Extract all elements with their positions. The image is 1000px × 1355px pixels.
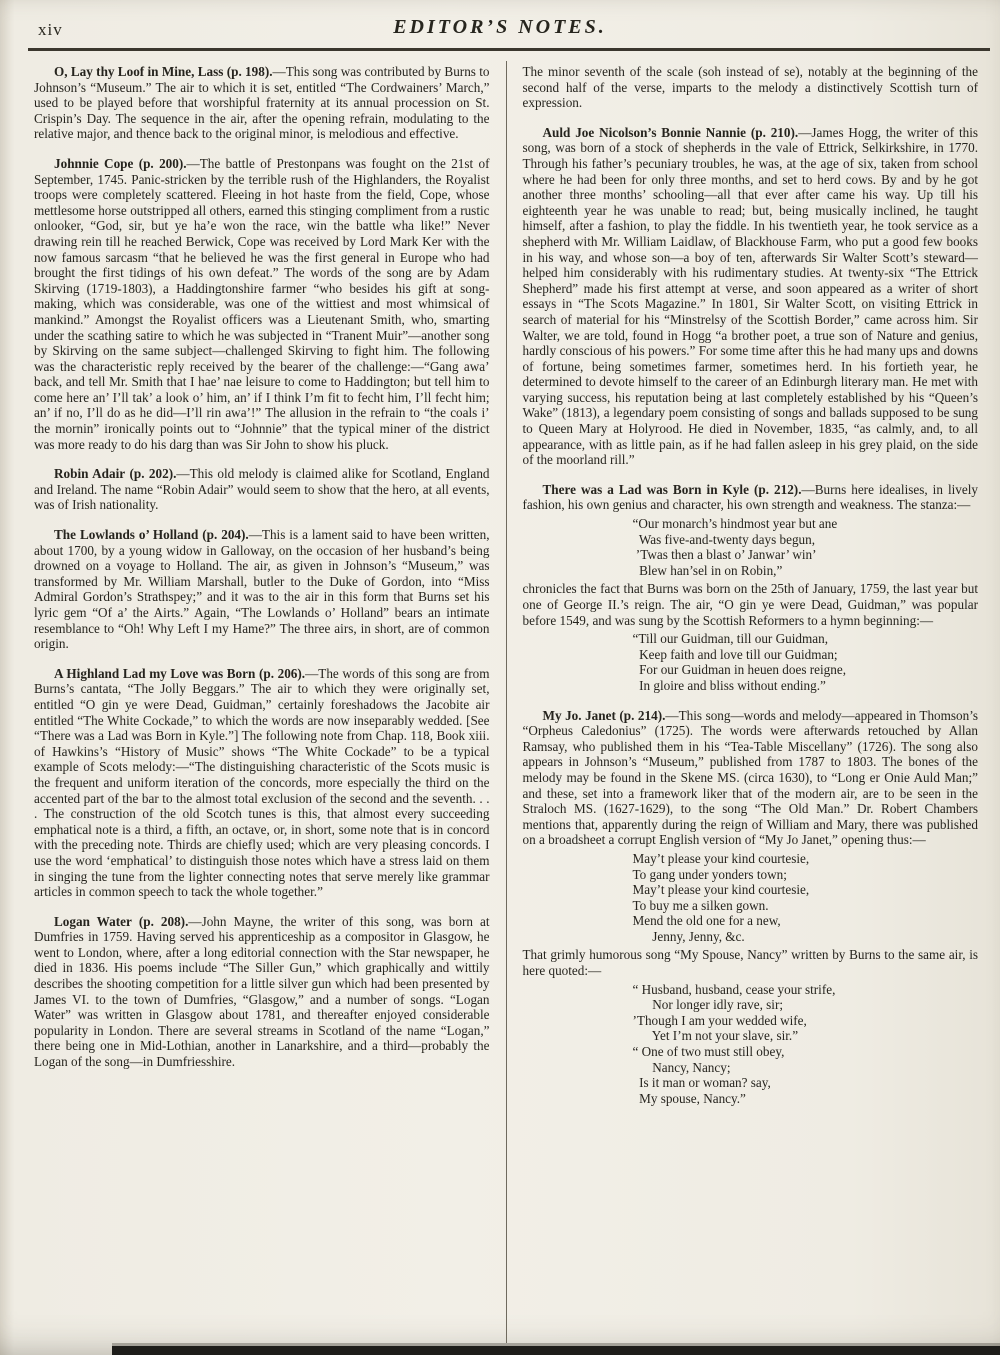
note-entry (523, 482, 979, 694)
entry-heading: The Lowlands o’ Holland (54, 527, 199, 543)
verse-line: Blew han’sel in on Robin,” (632, 562, 783, 578)
page-title: EDITOR’S NOTES. (393, 16, 607, 38)
entry-heading: There was a Lad was Born in Kyle (542, 481, 749, 497)
entry-body-text: —This song—words and melody—appeared in Thomson’s “Orpheus Caledonius” (1725). The words were afterwards retouched by Allan Ramsay, who published them in his “Tea-Table Miscellany” (1726). The song also appears in Johnson’s “Museum,” published from 1787 to 1803. The bones of the melody may be found in the Skene MS. (circa 1630), to “Long er Onie Auld Man;” and these, set into a framework liker that of the modern air, are to be seen in the Straloch MS. (1627-1629), to the song “The Old Man.” Dr. Robert Chambers mentions that, apparently during the reign of William and Mary, there was published on a broadsheet a corrupt English version of “My Jo Janet,” opening thus:— (522, 707, 978, 848)
verse-line: Mend the old one for a new, (632, 913, 781, 929)
note-entry (523, 125, 979, 468)
page-header (0, 0, 1000, 48)
note-entry (34, 156, 490, 452)
entry-heading: A Highland Lad my Love was Born (54, 665, 256, 681)
verse-line: Keep faith and love till our Guidman; (632, 646, 838, 662)
entry-heading: Logan Water (54, 913, 132, 929)
note-entry (34, 914, 490, 1070)
entry-body-text: —This song was contributed by Burns to Johnson’s “Museum.” The air to which it is set, entitled “The Cordwainers’ March,” used to be played before that worshipful fraternity at its annual procession on St. Crispin’s Day. The sequence in the air, after the opening refrain, modulating to the relative major, and thence back to the original minor, is melodious and effective. (34, 64, 490, 142)
entry-body-text: —John Mayne, the writer of this song, was born at Dumfries in 1759. Having served his apprenticeship as a compositor in Glasgow, he went to London, where, after a long editorial connection with the Star newspaper, he died in 1836. His poems include “The Siller Gun,” which graphically and wittily describes the shooting competition for a little silver gun which had been presented by James VI. to the town of Dumfries, “Glasgow,” and a number of songs. “Logan Water” was written in Glasgow about 1781, and thereafter enjoyed considerable popularity in London. There are several streams in Scotland of the name “Logan,” there being one in Mid-Lothian, another in Lanarkshire, and a third—probably the Logan of the song—in Dumfriesshire. (34, 913, 490, 1070)
verse-line: Is it man or woman? say, (632, 1075, 771, 1091)
entry-body-text: chronicles the fact that Burns was born on the 25th of January, 1759, the last year but one of George II.’s reign. The air, “O gin ye were Dead, Guidman,” was popular before 1549, and was sung by the Scottish Reformers to a hymn beginning:— (522, 581, 978, 628)
verse-line: My spouse, Nancy.” (632, 1090, 746, 1106)
entry-page-ref: (p. 212). (753, 481, 802, 497)
entry-body-text: —This old melody is claimed alike for Scotland, England and Ireland. The name “Robin Adair” would seem to show that the hero, at all events, was of Irish nationality. (34, 466, 490, 513)
verse-line: To buy me a silken gown. (632, 897, 769, 913)
continued-paragraph (523, 64, 979, 111)
note-entry (34, 64, 490, 142)
verse-line: “Our monarch’s hindmost year but ane (632, 516, 838, 532)
entry-paragraph (34, 666, 490, 900)
entry-page-ref: (p. 200). (138, 155, 187, 171)
entry-body-text: That grimly humorous song “My Spouse, Nancy” written by Burns to the same air, is here quoted:— (522, 947, 978, 979)
entry-body-text: —The words of this song are from Burns’s cantata, “The Jolly Beggars.” The air to which they were originally set, entitled “O gin ye were Dead, Guidman,” certainly foreshadows the Jacobite air entitled “The White Cockade,” to which the words are now inseparably wedded. [See “There was a Lad was Born in Kyle.”] The following note from Chap. 118, Book xiii. of Hawkins’s “History of Music” shows “The White Cockade” to be a typical example of Scots melody:—“The distinguishing characteristic of the Scots music is the frequent and uniform iteration of the concords, more especially the third on the accented part of the bar to the almost total exclusion of the second and the seventh. . . . The construction of the old Scotch tunes is this, that almost every succeeding emphatical note is a third, a fifth, an octave, or, in short, some note that is in concord with the preceding note. Thirds are chiefly used; which are very pleasing concords. I use the word ‘emphatical’ to distinguish those notes which have a stress laid on them in singing the tune from the lighter connecting notes that serve merely like grammar articles in common speech to tack the whole together.” (34, 665, 490, 900)
note-entry (34, 527, 490, 652)
verse-block (633, 982, 979, 1107)
entry-heading: Johnnie Cope (54, 155, 134, 171)
entry-paragraph (523, 708, 979, 848)
entry-page-ref: (p. 198). (226, 64, 273, 79)
verse-line: “ Husband, husband, cease your strife, (632, 981, 836, 997)
verse-line: To gang under yonders town; (632, 866, 787, 882)
verse-line: For our Guidman in heuen does reigne, (632, 662, 847, 678)
left-column (34, 61, 506, 1343)
note-entry (34, 666, 490, 900)
entry-page-ref: (p. 204). (202, 527, 249, 543)
right-column (507, 61, 979, 1343)
verse-block (633, 851, 979, 945)
text-columns (0, 51, 1000, 1343)
verse-line: Jenny, Jenny, &c. (632, 928, 745, 944)
verse-line: May’t please your kind courtesie, (632, 882, 810, 898)
entry-heading: O, Lay thy Loof in Mine, Lass (54, 64, 224, 79)
entry-paragraph (34, 64, 490, 142)
verse-block (633, 631, 979, 693)
verse-line: “Till our Guidman, till our Guidman, (632, 631, 828, 647)
entry-page-ref: (p. 214). (619, 707, 666, 723)
folio-number: xiv (38, 20, 63, 39)
entry-paragraph (34, 466, 490, 513)
entry-paragraph (34, 527, 490, 652)
entry-paragraph (34, 156, 490, 452)
entry-paragraph (523, 482, 979, 513)
entry-paragraph (523, 581, 979, 628)
verse-line: May’t please your kind courtesie, (632, 850, 810, 866)
note-entry (34, 466, 490, 513)
entry-page-ref: (p. 208). (138, 913, 189, 929)
entry-heading: Robin Adair (54, 466, 126, 482)
verse-line: Nor longer idly rave, sir; (632, 997, 784, 1013)
entry-body-text: —Burns here idealises, in lively fashion, his own genius and character, his own strength and weakness. The stanza:— (522, 481, 978, 513)
verse-line: “ One of two must still obey, (632, 1044, 785, 1060)
verse-line: ’Though I am your wedded wife, (632, 1012, 807, 1028)
entry-paragraph (34, 914, 490, 1070)
scan-edge-bottom (112, 1346, 1000, 1355)
entry-page-ref: (p. 210). (750, 124, 799, 140)
verse-line: In gloire and bliss without ending.” (632, 677, 826, 693)
verse-block (633, 516, 979, 578)
entry-body-text: —James Hogg, the writer of this song, was born of a stock of shepherds in the vale of Ettrick, Selkirkshire, in 1770. Through his father’s pecuniary troubles, he was, at the age of six, taken from school where he had been for only three months, and set to herd cows. By and by he got another three months’ schooling—all that ever after came his way. Up till his eighteenth year he was unable to read; but, being musically inclined, he taught himself, after a fashion, to play the fiddle. In his twentieth year, he took service as a shepherd with Mr. William Laidlaw, of Blackhouse Farm, who put a good few books in his way, and whose son—a boy of ten, afterwards Sir Walter Scott’s steward—helped him considerably with his rudimentary studies. At twenty-six “The Ettrick Shepherd” made his first attempt at verse, and soon appeared as a writer of short essays in “The Scots Magazine.” In 1801, Sir Walter Scott, on visiting Ettrick in search of material for his “Minstrelsy of the Scottish Border,” came across him. Sir Walter, we are told, found in Hogg “a brother poet, a true son of Nature and genius, hardly conscious of his powers.” For some time after this he had many ups and downs of fortune, being sometimes farmer, sometimes herd. In his fortieth year, he determined to devote himself to the career of an Edinburgh literary man. He met with varying success, his reputation being at last completely established by his “Queen’s Wake” (1813), a legendary poem consisting of songs and ballads supposed to be sung to Queen Mary at Holyrood. He died in November, 1835, “as calmly, and, to all appearance, with as little pain, as if he had fallen asleep in his grey plaid, on the side of the moorland rill.” (522, 124, 978, 468)
entry-heading: My Jo. Janet (542, 707, 616, 723)
entry-heading: Auld Joe Nicolson’s Bonnie Nannie (542, 124, 747, 140)
verse-line: Yet I’m not your slave, sir.” (632, 1028, 799, 1044)
entry-body-text: —The battle of Prestonpans was fought on the 21st of September, 1745. Panic-stricken by the terrible rush of the Highlanders, the Royalist troops were completely scattered. Fleeing in hot haste from the field, Cope, whose mettlesome horse outstripped all others, earned this stinging compliment from a rustic onlooker, “God, sir, but ye ha’e won the race, win the battle wha like!” Never drawing rein till he reached Berwick, Cope was received by Lord Mark Ker with the now famous sarcasm “that he believed he was the first general in Europe who had brought the first tidings of his own defeat.” The words of the song are by Adam Skirving (1719-1803), a Haddingtonshire farmer “who besides his gift at song-making, which was considerable, was one of the wittiest and most whimsical of mankind.” Amongst the Royalist officers was a Lieutenant Smith, who, smarting under the scathing satire to which he was subjected in “Tranent Muir”—another song by Skirving on the same subject—challenged Skirving to fight him. The following was the characteristic reply received by the bearer of the challenge:—“Gang awa’ back, and tell Mr. Smith that I hae’ nae leisure to come to Haddington; but tell him to come here an’ I’ll tak’ a look o’ him, an’ if I think I’m fit to fecht him, I’ll fecht him; an’ if no, I’ll do as he did—I’ll rin awa’!” The allusion in the refrain to “the coals i’ the mornin” ironically points out to “Johnnie” that the typical miner of the district was more ready to do his darg than was Sir John to show his pluck. (34, 155, 490, 452)
entry-page-ref: (p. 202). (129, 466, 177, 482)
verse-line: ’Twas then a blast o’ Janwar’ win’ (632, 547, 817, 563)
entry-page-ref: (p. 206). (258, 665, 306, 681)
entry-paragraph (523, 125, 979, 468)
entry-paragraph (523, 64, 979, 111)
verse-line: Nancy, Nancy; (632, 1059, 731, 1075)
entry-paragraph (523, 947, 979, 978)
entry-body-text: —This is a lament said to have been written, about 1700, by a young widow in Galloway, on the occasion of her husband’s being drowned on a voyage to Holland. The air, as given in Johnson’s “Museum,” was transformed by Mr. William Marshall, butler to the Duke of Gordon, into “Miss Admiral Gordon’s Strathspey;” and it was to the air in this form that Burns set his lyric gem “Of a’ the Airts.” Again, “The Lowlands o’ Holland” bears an intimate resemblance to “Oh! Why Left I my Hame?” The three airs, in short, are of common origin. (34, 527, 490, 652)
entry-body-text: The minor seventh of the scale (soh instead of se), notably at the beginning of the second half of the verse, imparts to the melody a distinctively Scottish turn of expression. (522, 64, 978, 111)
verse-line: Was five-and-twenty days begun, (632, 531, 816, 547)
note-entry (523, 708, 979, 1107)
